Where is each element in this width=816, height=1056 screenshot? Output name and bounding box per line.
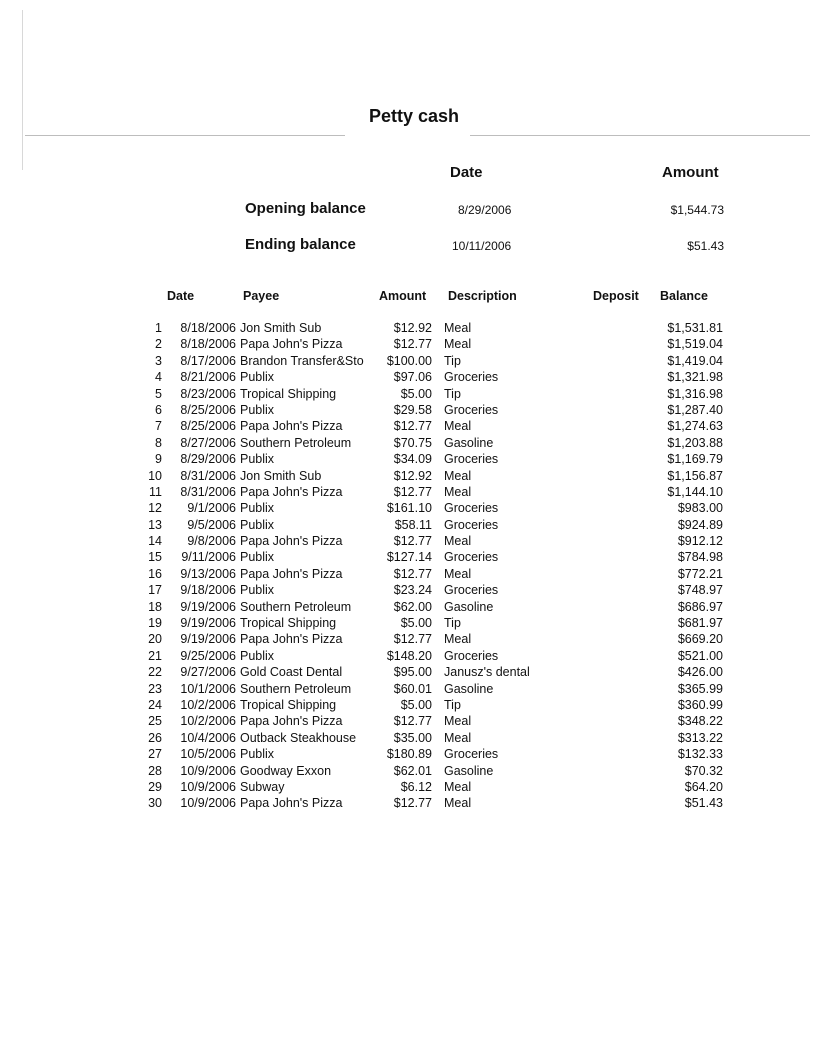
row-date: 8/29/2006 — [180, 452, 236, 467]
ending-balance-date: 10/11/2006 — [452, 239, 512, 253]
opening-balance-date: 8/29/2006 — [458, 203, 512, 217]
row-balance: $1,287.40 — [667, 402, 723, 417]
row-balance: $772.21 — [677, 566, 723, 581]
row-date: 9/25/2006 — [180, 648, 236, 663]
row-balance: $686.97 — [677, 599, 723, 614]
row-description: Groceries — [444, 550, 499, 565]
row-payee: Papa John's Pizza — [240, 534, 343, 549]
row-description: Meal — [444, 419, 472, 434]
row-payee: Publix — [240, 550, 275, 565]
row-amount: $127.14 — [386, 550, 432, 565]
row-payee: Jon Smith Sub — [240, 321, 322, 335]
row-date: 9/5/2006 — [187, 517, 236, 532]
row-description: Groceries — [444, 648, 499, 663]
row-number: 19 — [148, 616, 162, 631]
row-description: Tip — [444, 616, 461, 631]
row-amount: $62.00 — [393, 599, 432, 614]
row-date: 9/19/2006 — [180, 599, 236, 614]
row-date: 10/5/2006 — [180, 747, 236, 762]
row-balance: $365.99 — [677, 681, 723, 696]
row-description: Gasoline — [444, 681, 494, 696]
row-number: 16 — [148, 566, 162, 581]
row-number: 27 — [148, 747, 162, 762]
row-date: 9/27/2006 — [180, 665, 236, 680]
row-description: Meal — [444, 796, 472, 811]
row-description: Gasoline — [444, 435, 494, 450]
row-payee: Papa John's Pizza — [240, 796, 343, 811]
summary-amount-header: Amount — [662, 164, 719, 181]
row-payee: Papa John's Pizza — [240, 566, 343, 581]
ending-balance-label: Ending balance — [245, 236, 356, 253]
col-header-payee: Payee — [243, 289, 280, 303]
row-balance: $348.22 — [677, 714, 723, 729]
table-row — [0, 566, 816, 582]
row-balance: $132.33 — [677, 747, 723, 762]
row-amount: $5.00 — [400, 616, 432, 631]
row-description: Groceries — [444, 583, 499, 598]
document-title: Petty cash — [368, 106, 460, 126]
row-date: 8/31/2006 — [180, 484, 236, 499]
row-date: 8/31/2006 — [180, 468, 236, 483]
row-date: 9/19/2006 — [180, 616, 236, 631]
row-balance: $983.00 — [677, 501, 723, 516]
row-amount: $12.77 — [393, 796, 432, 811]
row-number: 6 — [155, 402, 162, 417]
row-balance: $1,274.63 — [667, 419, 723, 434]
row-description: Meal — [444, 566, 472, 581]
row-description: Groceries — [444, 517, 499, 532]
row-amount: $148.20 — [386, 648, 432, 663]
row-payee: Publix — [240, 501, 275, 516]
row-payee: Southern Petroleum — [240, 681, 352, 696]
row-amount: $180.89 — [386, 747, 432, 762]
col-header-date: Date — [167, 289, 195, 303]
row-balance: $1,519.04 — [667, 337, 723, 352]
table-row — [0, 730, 816, 746]
row-description: Gasoline — [444, 763, 494, 778]
row-payee: Papa John's Pizza — [240, 337, 343, 352]
row-balance: $1,419.04 — [667, 353, 723, 368]
table-row — [0, 517, 816, 533]
row-number: 22 — [148, 665, 162, 680]
row-payee: Southern Petroleum — [240, 599, 352, 614]
table-row — [0, 763, 816, 779]
scan-edge-line — [22, 10, 23, 170]
table-row — [0, 664, 816, 680]
row-payee: Publix — [240, 583, 275, 598]
row-number: 2 — [155, 337, 162, 352]
row-number: 24 — [148, 697, 162, 712]
table-row — [0, 500, 816, 516]
row-number: 8 — [155, 435, 162, 450]
row-number: 26 — [148, 730, 162, 745]
row-number: 30 — [148, 796, 162, 811]
row-number: 17 — [148, 583, 162, 598]
table-row — [0, 484, 816, 500]
row-balance: $669.20 — [677, 632, 723, 647]
row-description: Groceries — [444, 501, 499, 516]
row-balance: $70.32 — [684, 763, 723, 778]
row-amount: $12.77 — [393, 566, 432, 581]
table-row — [0, 779, 816, 795]
row-amount: $60.01 — [393, 681, 432, 696]
row-date: 10/1/2006 — [180, 681, 236, 696]
row-amount: $34.09 — [393, 452, 432, 467]
row-amount: $12.77 — [393, 714, 432, 729]
row-amount: $6.12 — [400, 779, 432, 794]
row-date: 9/19/2006 — [180, 632, 236, 647]
row-date: 8/23/2006 — [180, 386, 236, 401]
row-balance: $784.98 — [677, 550, 723, 565]
row-description: Meal — [444, 484, 472, 499]
row-balance: $1,531.81 — [667, 321, 723, 335]
row-payee: Outback Steakhouse — [240, 730, 357, 745]
table-row — [0, 713, 816, 729]
row-number: 13 — [148, 517, 162, 532]
row-number: 1 — [155, 321, 162, 335]
row-description: Janusz's dental — [444, 665, 530, 680]
row-amount: $12.77 — [393, 632, 432, 647]
table-row — [0, 746, 816, 762]
table-row — [0, 631, 816, 647]
row-description: Meal — [444, 779, 472, 794]
row-number: 4 — [155, 370, 162, 385]
row-date: 9/1/2006 — [187, 501, 236, 516]
row-payee: Papa John's Pizza — [240, 632, 343, 647]
row-balance: $1,203.88 — [667, 435, 723, 450]
table-row — [0, 418, 816, 434]
row-payee: Tropical Shipping — [240, 386, 337, 401]
row-payee: Southern Petroleum — [240, 435, 352, 450]
row-balance: $748.97 — [677, 583, 723, 598]
row-number: 18 — [148, 599, 162, 614]
row-description: Groceries — [444, 452, 499, 467]
row-amount: $5.00 — [400, 386, 432, 401]
col-header-description: Description — [448, 289, 517, 303]
row-balance: $1,316.98 — [667, 386, 723, 401]
row-payee: Subway — [240, 779, 285, 794]
table-row — [0, 468, 816, 484]
row-amount: $70.75 — [393, 435, 432, 450]
row-date: 10/2/2006 — [180, 714, 236, 729]
row-number: 3 — [155, 353, 162, 368]
row-balance: $1,321.98 — [667, 370, 723, 385]
row-balance: $64.20 — [684, 779, 723, 794]
row-description: Meal — [444, 632, 472, 647]
row-amount: $12.92 — [393, 468, 432, 483]
summary-date-header: Date — [450, 164, 483, 181]
table-row — [0, 615, 816, 631]
row-payee: Publix — [240, 747, 275, 762]
row-balance: $521.00 — [677, 648, 723, 663]
row-amount: $5.00 — [400, 697, 432, 712]
table-row — [0, 320, 816, 336]
row-description: Meal — [444, 730, 472, 745]
table-row — [0, 795, 816, 811]
row-number: 10 — [148, 468, 162, 483]
row-description: Groceries — [444, 402, 499, 417]
row-date: 10/9/2006 — [180, 763, 236, 778]
row-date: 10/4/2006 — [180, 730, 236, 745]
row-number: 25 — [148, 714, 162, 729]
col-header-deposit: Deposit — [593, 289, 639, 303]
row-date: 10/9/2006 — [180, 779, 236, 794]
row-payee: Papa John's Pizza — [240, 714, 343, 729]
row-payee: Papa John's Pizza — [240, 419, 343, 434]
row-description: Tip — [444, 697, 461, 712]
row-amount: $12.77 — [393, 484, 432, 499]
row-amount: $161.10 — [386, 501, 432, 516]
row-balance: $681.97 — [677, 616, 723, 631]
row-number: 14 — [148, 534, 162, 549]
row-balance: $360.99 — [677, 697, 723, 712]
row-payee: Papa John's Pizza — [240, 484, 343, 499]
row-payee: Publix — [240, 370, 275, 385]
row-number: 11 — [149, 484, 162, 499]
row-date: 8/18/2006 — [180, 337, 236, 352]
table-row — [0, 369, 816, 385]
row-date: 9/11/2006 — [181, 550, 236, 565]
row-description: Meal — [444, 534, 472, 549]
row-date: 8/17/2006 — [180, 353, 236, 368]
table-row — [0, 681, 816, 697]
row-amount: $95.00 — [393, 665, 432, 680]
row-balance: $426.00 — [677, 665, 723, 680]
row-date: 8/25/2006 — [180, 419, 236, 434]
row-number: 23 — [148, 681, 162, 696]
row-amount: $23.24 — [393, 583, 432, 598]
table-row — [0, 582, 816, 598]
row-balance: $51.43 — [684, 796, 723, 811]
col-header-amount: Amount — [379, 289, 427, 303]
opening-balance-amount: $1,544.73 — [670, 203, 724, 217]
row-description: Tip — [444, 386, 461, 401]
title-rule-right — [470, 135, 810, 136]
row-date: 8/25/2006 — [180, 402, 236, 417]
table-row — [0, 336, 816, 352]
row-amount: $100.00 — [386, 353, 432, 368]
opening-balance-label: Opening balance — [245, 200, 366, 217]
table-row — [0, 697, 816, 713]
row-balance: $1,156.87 — [667, 468, 723, 483]
row-date: 9/18/2006 — [180, 583, 236, 598]
row-balance: $912.12 — [677, 534, 723, 549]
row-payee: Publix — [240, 517, 275, 532]
row-payee: Goodway Exxon — [240, 763, 332, 778]
table-row — [0, 435, 816, 451]
row-description: Meal — [444, 468, 472, 483]
row-payee: Publix — [240, 402, 275, 417]
row-description: Gasoline — [444, 599, 494, 614]
row-description: Meal — [444, 337, 472, 352]
row-payee: Tropical Shipping — [240, 616, 337, 631]
row-amount: $29.58 — [393, 402, 432, 417]
row-payee: Tropical Shipping — [240, 697, 337, 712]
row-description: Meal — [444, 321, 472, 335]
row-number: 29 — [148, 779, 162, 794]
row-date: 10/2/2006 — [180, 697, 236, 712]
row-payee: Gold Coast Dental — [240, 665, 343, 680]
row-balance: $924.89 — [677, 517, 723, 532]
row-payee: Publix — [240, 452, 275, 467]
table-row — [0, 549, 816, 565]
row-description: Groceries — [444, 370, 499, 385]
row-payee: Publix — [240, 648, 275, 663]
table-row — [0, 402, 816, 418]
row-number: 28 — [148, 763, 162, 778]
row-number: 5 — [155, 386, 162, 401]
row-amount: $62.01 — [393, 763, 432, 778]
row-number: 12 — [148, 501, 162, 516]
row-balance: $313.22 — [677, 730, 723, 745]
table-row — [0, 386, 816, 402]
row-amount: $12.77 — [393, 419, 432, 434]
row-description: Meal — [444, 714, 472, 729]
row-amount: $97.06 — [393, 370, 432, 385]
row-description: Tip — [444, 353, 461, 368]
row-date: 8/18/2006 — [180, 321, 236, 335]
title-rule-left — [25, 135, 345, 136]
table-row — [0, 599, 816, 615]
row-balance: $1,144.10 — [667, 484, 723, 499]
table-row — [0, 533, 816, 549]
row-amount: $58.11 — [394, 517, 432, 532]
row-payee: Brandon Transfer&Sto — [240, 353, 364, 368]
row-date: 9/13/2006 — [180, 566, 236, 581]
row-description: Groceries — [444, 747, 499, 762]
table-row — [0, 451, 816, 467]
transactions-table — [0, 320, 816, 812]
row-date: 8/27/2006 — [180, 435, 236, 450]
row-amount: $12.77 — [393, 337, 432, 352]
row-date: 10/9/2006 — [180, 796, 236, 811]
table-row — [0, 648, 816, 664]
row-number: 7 — [155, 419, 162, 434]
row-amount: $12.77 — [393, 534, 432, 549]
row-payee: Jon Smith Sub — [240, 468, 322, 483]
row-amount: $35.00 — [393, 730, 432, 745]
row-balance: $1,169.79 — [667, 452, 723, 467]
row-number: 15 — [148, 550, 162, 565]
row-number: 20 — [148, 632, 162, 647]
row-date: 9/8/2006 — [187, 534, 236, 549]
table-row — [0, 353, 816, 369]
row-amount: $12.92 — [393, 321, 432, 335]
row-date: 8/21/2006 — [180, 370, 236, 385]
row-number: 21 — [148, 648, 162, 663]
ending-balance-amount: $51.43 — [687, 239, 724, 253]
row-number: 9 — [155, 452, 162, 467]
col-header-balance: Balance — [660, 289, 708, 303]
